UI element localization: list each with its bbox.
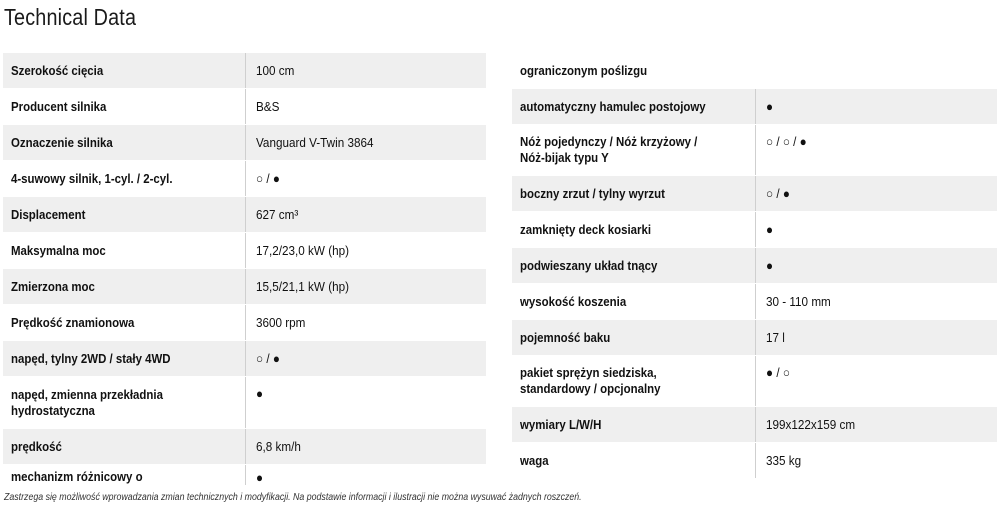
table-row xyxy=(3,89,486,125)
table-row xyxy=(3,161,486,197)
table-row xyxy=(3,53,486,89)
spec-label: napęd, zmienna przekładnia hydrostatyczna xyxy=(11,386,163,418)
table-row xyxy=(512,248,997,284)
table-row xyxy=(512,89,997,125)
spec-value: 100 cm xyxy=(245,53,486,88)
table-row xyxy=(512,407,997,443)
spec-label: prędkość xyxy=(11,438,62,454)
spec-label: wysokość koszenia xyxy=(520,293,627,309)
spec-value: 6,8 km/h xyxy=(245,429,486,464)
table-row xyxy=(512,356,997,407)
spec-label: Producent silnika xyxy=(11,98,107,114)
table-row xyxy=(3,429,486,465)
spec-value: ○ / ○ / ● xyxy=(755,125,997,175)
spec-value: ○ / ● xyxy=(755,176,997,211)
spec-table-left xyxy=(3,53,486,486)
spec-label: Displacement xyxy=(11,206,86,222)
table-row xyxy=(3,233,486,269)
spec-label: mechanizm różnicowy o xyxy=(11,469,143,484)
spec-label: pojemność baku xyxy=(520,329,611,345)
table-row xyxy=(3,377,486,429)
table-row xyxy=(3,465,486,486)
spec-label: Nóż pojedynczy / Nóż krzyżowy / Nóż-bijak typu Y xyxy=(520,134,698,165)
table-row xyxy=(512,176,997,212)
spec-value: ● xyxy=(755,212,997,247)
spec-table-right xyxy=(512,53,997,479)
spec-label: Szerokość cięcia xyxy=(11,62,104,78)
spec-label: Maksymalna moc xyxy=(11,242,106,258)
page-title: Technical Data xyxy=(4,4,137,30)
table-row xyxy=(512,443,997,479)
spec-value: Vanguard V-Twin 3864 xyxy=(245,125,486,160)
spec-value: 30 - 110 mm xyxy=(755,284,997,319)
spec-label: Oznaczenie silnika xyxy=(11,134,113,150)
spec-label: napęd, tylny 2WD / stały 4WD xyxy=(11,350,171,366)
spec-label: Prędkość znamionowa xyxy=(11,314,135,330)
table-row xyxy=(3,305,486,341)
spec-value: ● xyxy=(245,377,486,428)
spec-label: wymiary L/W/H xyxy=(520,416,602,432)
spec-label: pakiet sprężyn siedziska, standardowy / opcjonalny xyxy=(520,365,661,396)
spec-value: ● / ○ xyxy=(755,356,997,406)
spec-value: 17 l xyxy=(755,320,997,355)
table-row xyxy=(3,341,486,377)
spec-label: 4-suwowy silnik, 1-cyl. / 2-cyl. xyxy=(11,170,173,186)
spec-label: podwieszany układ tnący xyxy=(520,257,658,273)
disclaimer-footnote: Zastrzega się możliwość wprowadzania zmian technicznych i modyfikacji. Na podstawie informacji i ilustracji nie można wysuwać żadnych roszczeń. xyxy=(4,492,582,503)
spec-label: automatyczny hamulec postojowy xyxy=(520,98,706,114)
spec-value: B&S xyxy=(245,89,486,124)
spec-value: 15,5/21,1 kW (hp) xyxy=(245,269,486,304)
spec-value: ○ / ● xyxy=(245,161,486,196)
spec-label: boczny zrzut / tylny wyrzut xyxy=(520,185,665,201)
table-row xyxy=(512,284,997,320)
spec-label: zamknięty deck kosiarki xyxy=(520,221,651,237)
spec-value: ● xyxy=(245,465,486,485)
table-row xyxy=(512,320,997,356)
table-row xyxy=(3,269,486,305)
spec-value: 199x122x159 cm xyxy=(755,407,997,442)
spec-value: ○ / ● xyxy=(245,341,486,376)
spec-label: Zmierzona moc xyxy=(11,278,95,294)
spec-label: ograniczonym poślizgu xyxy=(520,62,648,78)
spec-value: ● xyxy=(755,89,997,124)
spec-value: ● xyxy=(755,248,997,283)
spec-value: 3600 rpm xyxy=(245,305,486,340)
spec-value: 17,2/23,0 kW (hp) xyxy=(245,233,486,268)
table-row xyxy=(3,125,486,161)
spec-value: 335 kg xyxy=(755,443,997,478)
table-row xyxy=(512,53,997,89)
table-row xyxy=(3,197,486,233)
spec-label: waga xyxy=(520,452,549,468)
spec-value: 627 cm³ xyxy=(245,197,486,232)
table-row xyxy=(512,212,997,248)
table-row xyxy=(512,125,997,176)
